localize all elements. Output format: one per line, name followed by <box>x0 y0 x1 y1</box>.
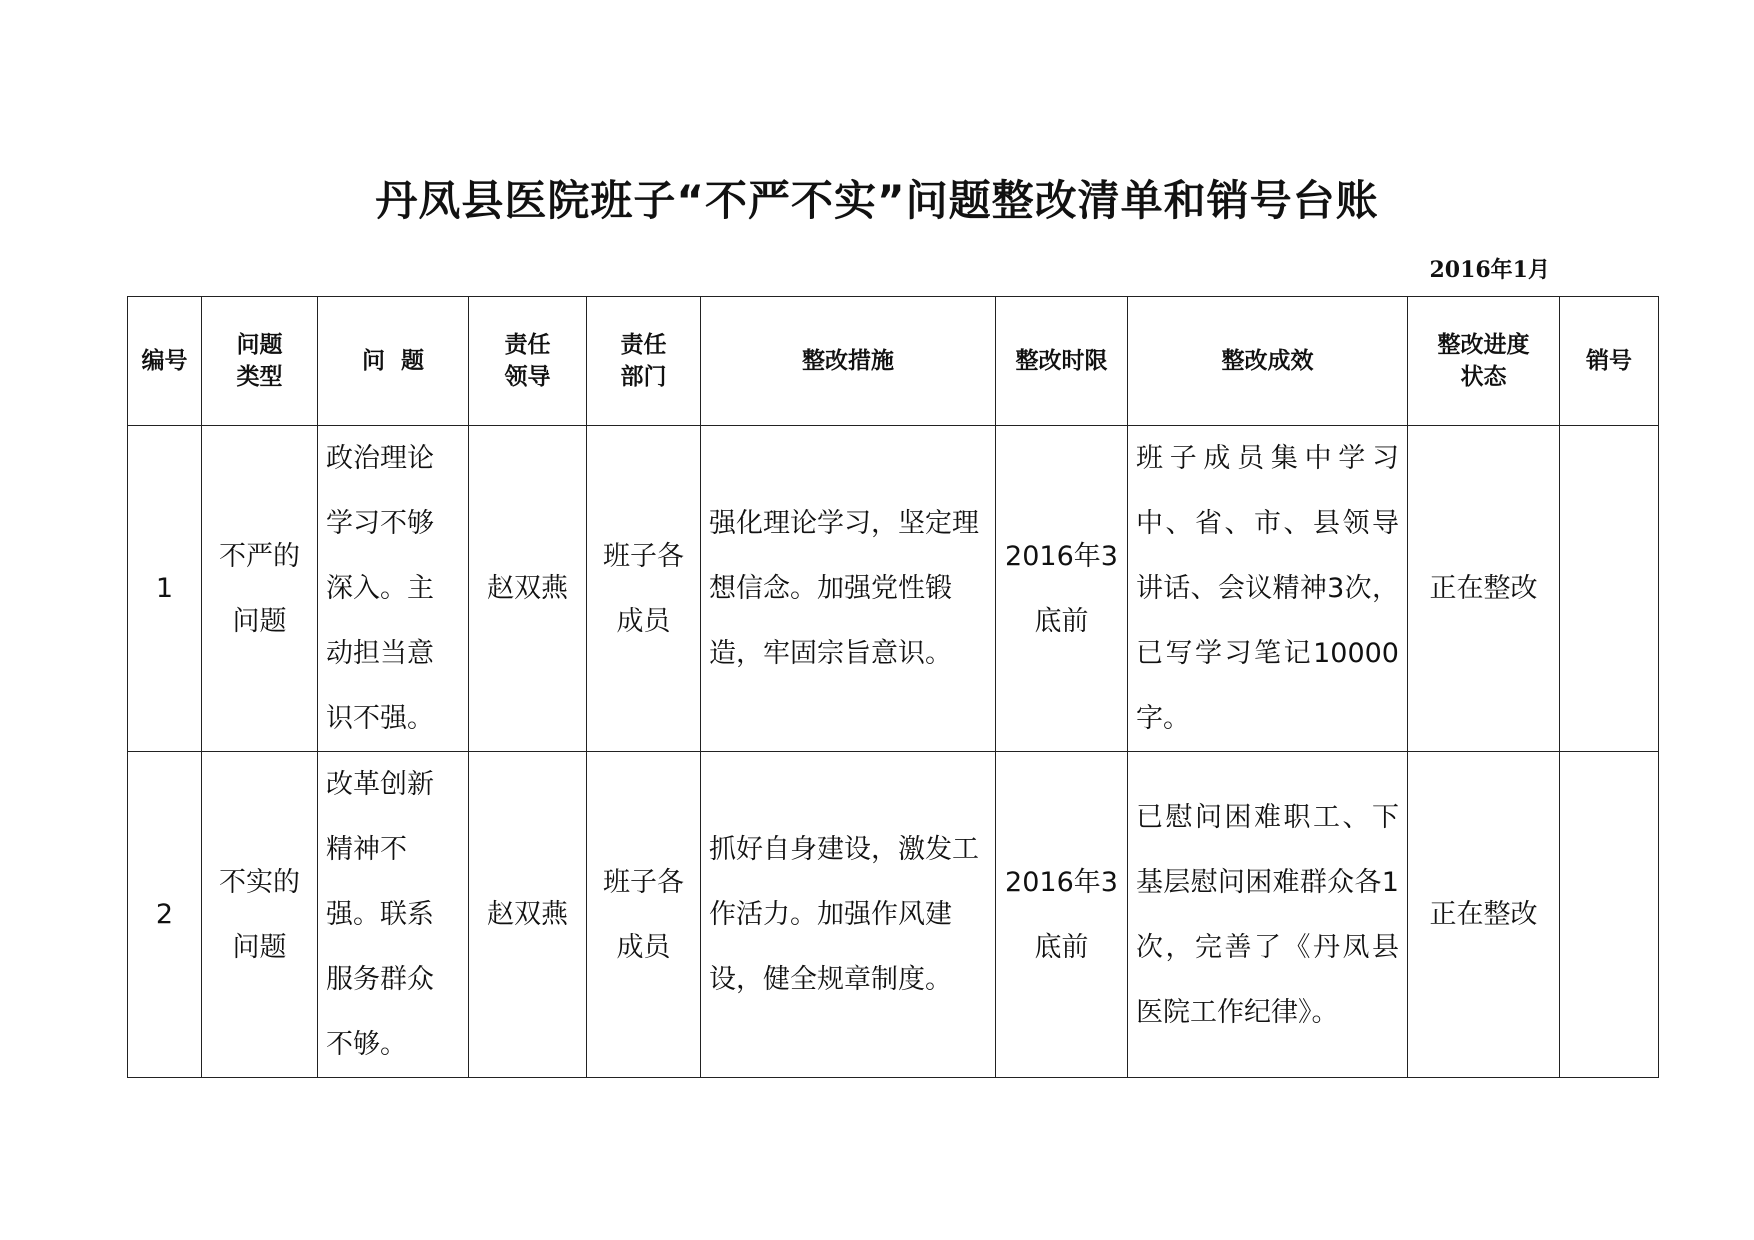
document-date: 2016年1月 <box>1429 257 1550 283</box>
cell-cancel <box>1560 426 1659 752</box>
header-cancel: 销号 <box>1560 297 1659 426</box>
table-row <box>128 752 1659 1078</box>
cell-leader: 赵双燕 <box>469 752 587 1078</box>
cell-measures: 强化理论学习，坚定理想信念。加强党性锻造，牢固宗旨意识。 <box>701 426 996 752</box>
header-deadline: 整改时限 <box>996 297 1128 426</box>
cell-deadline: 2016年3底前 <box>996 426 1128 752</box>
header-problem-type: 问题 类型 <box>202 297 318 426</box>
cell-deadline: 2016年3底前 <box>996 752 1128 1078</box>
cell-status: 正在整改 <box>1408 426 1560 752</box>
cell-cancel <box>1560 752 1659 1078</box>
cell-problem: 改革创新精神不强。联系服务群众不够。 <box>318 752 469 1078</box>
cell-result: 班子成员集中学习中、省、市、县领导讲话、会议精神3次，已写学习笔记10000字。 <box>1128 426 1408 752</box>
cell-type: 不实的问题 <box>202 752 318 1078</box>
header-responsible-department: 责任 部门 <box>587 297 701 426</box>
cell-result: 已慰问困难职工、下基层慰问困难群众各1次，完善了《丹凤县医院工作纪律》。 <box>1128 752 1408 1078</box>
cell-problem: 政治理论学习不够深入。主动担当意识不强。 <box>318 426 469 752</box>
header-measures: 整改措施 <box>701 297 996 426</box>
cell-number: 1 <box>128 426 202 752</box>
header-status: 整改进度 状态 <box>1408 297 1560 426</box>
document-title: 丹凤县医院班子“不严不实”问题整改清单和销号台账 <box>375 176 1379 225</box>
table-row <box>128 426 1659 752</box>
header-number: 编号 <box>128 297 202 426</box>
rectification-table <box>127 296 1659 1078</box>
cell-department: 班子各成员 <box>587 426 701 752</box>
cell-leader: 赵双燕 <box>469 426 587 752</box>
cell-type: 不严的问题 <box>202 426 318 752</box>
header-problem: 问 题 <box>318 297 469 426</box>
header-responsible-leader: 责任 领导 <box>469 297 587 426</box>
cell-measures: 抓好自身建设，激发工作活力。加强作风建设，健全规章制度。 <box>701 752 996 1078</box>
cell-department: 班子各成员 <box>587 752 701 1078</box>
cell-status: 正在整改 <box>1408 752 1560 1078</box>
header-result: 整改成效 <box>1128 297 1408 426</box>
cell-number: 2 <box>128 752 202 1078</box>
table-header-row <box>128 297 1659 426</box>
